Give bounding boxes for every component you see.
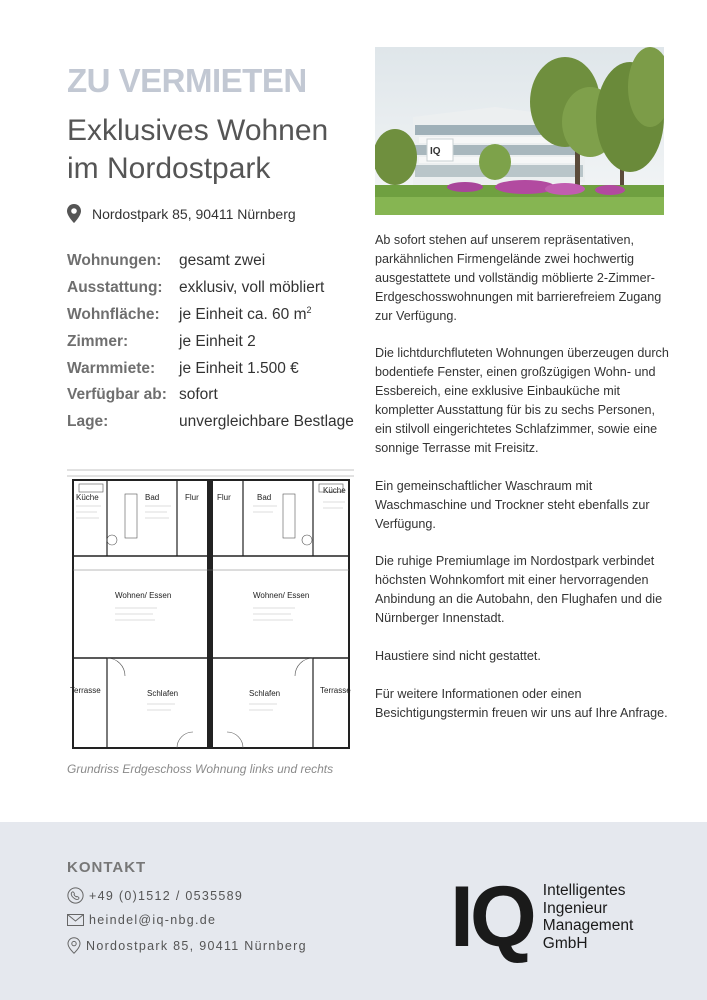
logo-line: GmbH — [542, 934, 588, 952]
logo-line: Management — [542, 917, 634, 934]
fact-value: exklusiv, voll möbliert — [179, 279, 325, 297]
fact-label: Wohnfläche: — [67, 305, 160, 323]
room-label: Flur — [217, 493, 231, 502]
room-label: Flur — [185, 493, 199, 502]
description-paragraph: Die ruhige Premiumlage im Nordostpark verbindet höchsten Wohnkomfort mit einer hervorragenden Anbindung an die Autobahn, den Flughafen und die Nürnberger Innenstadt. — [375, 554, 663, 626]
contact-address — [67, 937, 307, 954]
building-photo — [375, 47, 664, 215]
headline: ZU VERMIETEN — [67, 62, 307, 99]
contact-footer — [0, 822, 707, 1000]
fact-value: gesamt zwei — [179, 252, 266, 270]
location-pin-icon — [67, 204, 81, 223]
company-logo — [450, 869, 634, 965]
logo-text — [543, 882, 633, 952]
fact-row-lage — [67, 409, 367, 436]
phone-icon — [67, 887, 84, 904]
description — [375, 231, 670, 741]
fact-label: Verfügbar ab: — [67, 386, 167, 404]
svg-text:IQ: IQ — [430, 146, 441, 157]
listing-address-text: Nordostpark 85, 90411 Nürnberg — [92, 205, 296, 222]
contact-phone[interactable] — [67, 887, 243, 904]
room-label: Terrasse — [70, 686, 101, 695]
room-label: Küche — [76, 493, 99, 502]
room-label: Küche — [323, 486, 346, 495]
contact-heading: KONTAKT — [67, 859, 147, 876]
room-label: Wohnen/ Essen — [253, 591, 310, 600]
fact-value: je Einheit 2 — [179, 332, 256, 350]
description-paragraph: Haustiere sind nicht gestattet. — [375, 648, 541, 663]
subtitle — [67, 112, 328, 188]
logo-mark: IQ — [450, 869, 533, 965]
fact-value — [179, 305, 312, 324]
subtitle-line-1: Exklusives Wohnen — [67, 114, 329, 147]
fact-value: sofort — [179, 386, 218, 404]
contact-email-text: heindel@iq-nbg.de — [89, 913, 217, 927]
mail-icon — [67, 914, 84, 926]
room-label: Bad — [145, 493, 160, 502]
floor-plan-caption: Grundriss Erdgeschoss Wohnung links und rechts — [67, 762, 334, 776]
fact-value: je Einheit 1.500 € — [179, 359, 299, 377]
fact-label: Ausstattung: — [67, 279, 163, 297]
fact-row-ausstattung — [67, 275, 367, 302]
room-label: Wohnen/ Essen — [115, 591, 172, 600]
facts-table — [67, 248, 367, 436]
fact-value: unvergleichbare Bestlage — [179, 413, 354, 431]
logo-line: Ingenieur — [542, 899, 608, 917]
contact-email[interactable] — [67, 913, 216, 927]
floor-plan — [67, 462, 354, 756]
room-label: Schlafen — [147, 689, 179, 698]
room-label: Schlafen — [249, 689, 281, 698]
listing-address — [67, 204, 296, 223]
subtitle-line-2: im Nordostpark — [67, 152, 271, 185]
fact-value-sup: 2 — [306, 305, 312, 316]
fact-label: Zimmer: — [67, 332, 129, 350]
fact-row-wohnflaeche — [67, 302, 367, 329]
fact-row-wohnungen — [67, 248, 367, 275]
room-label: Bad — [257, 493, 272, 502]
fact-value-text: je Einheit ca. 60 m — [179, 306, 307, 324]
fact-row-warmmiete — [67, 355, 367, 382]
description-paragraph: Für weitere Informationen oder einen Besichtigungstermin freuen wir uns auf Ihre Anfrage. — [375, 686, 668, 720]
fact-row-zimmer — [67, 328, 367, 355]
description-paragraph: Ein gemeinschaftlicher Waschraum mit Waschmaschine und Trockner steht ebenfalls zur Verfügung. — [375, 478, 650, 531]
logo-line: Intelligentes — [542, 882, 626, 899]
fact-row-verfuegbar — [67, 382, 367, 409]
fact-label: Lage: — [67, 413, 109, 431]
contact-phone-text: +49 (0)1512 / 0535589 — [89, 888, 244, 903]
room-label: Terrasse — [320, 686, 351, 695]
contact-address-text: Nordostpark 85, 90411 Nürnberg — [86, 938, 307, 953]
description-paragraph: Ab sofort stehen auf unserem repräsentativen, parkähnlichen Firmengelände zwei hochwertig ausgestattete und vollständig möblierte 2-Zimmer-Erdgeschosswohnungen mit barrierefreiem Zugang zur Verfügung. — [375, 233, 662, 323]
fact-label: Wohnungen: — [67, 252, 162, 270]
description-paragraph: Die lichtdurchfluteten Wohnungen überzeugen durch bodentiefe Fenster, einen großzügigen Wohn- und Essbereich, eine exklusive Einbauküche mit kompletter Ausstattung für bis zu sechs Personen, ein stilvoll eingerichtetes Schlafzimmer, sowie eine sonnige Terrasse mit Freisitz. — [375, 346, 669, 455]
location-pin-icon — [67, 937, 81, 954]
fact-label: Warmmiete: — [67, 359, 156, 377]
